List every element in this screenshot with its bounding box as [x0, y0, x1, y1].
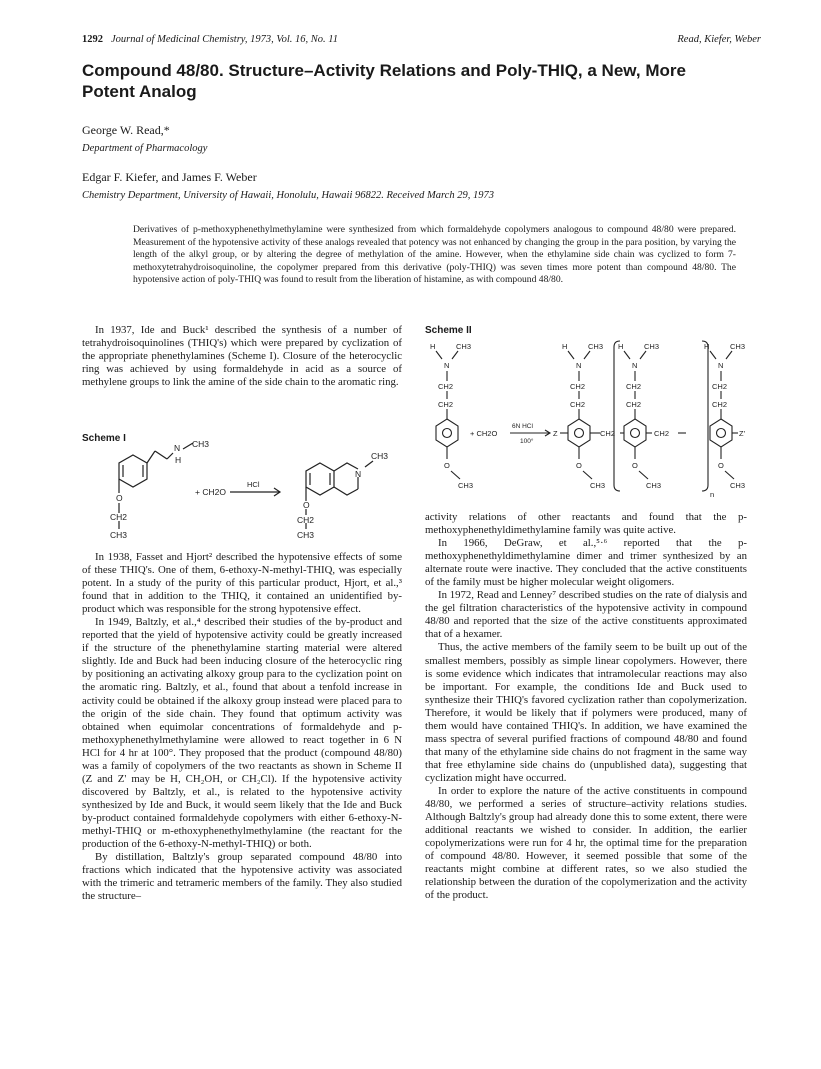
scheme-1-product-ch3: CH3	[297, 530, 315, 540]
scheme-2-ch3: CH3	[458, 481, 474, 490]
paragraph: In 1966, DeGraw, et al.,⁵·⁶ reported that the p-methoxyphenethyldimethylamine dimer and trimer synthesized by an alternate route were inactive. They concluded that the active constituents of the family must be higher molecular weight oligomers.	[425, 537, 747, 589]
scheme-1-amine-h: H	[175, 455, 182, 465]
header-left	[82, 34, 338, 45]
paragraph: In 1972, Read and Lenney⁷ described studies on the rate of dialysis and the gel filtration characteristics of the hypotensive activity in compound 48/80 and reported that the size of the active constituents approximated that of a hexamer.	[425, 589, 747, 641]
scheme-2-ch3: CH3	[730, 342, 746, 351]
scheme-1-ch3: CH3	[110, 530, 128, 540]
abstract: Derivatives of p-methoxyphenethylmethylamine were synthesized from which formaldehyde copolymers analogous to compound 48/80 were prepared. Measurement of the hypotensive activity of these analogs revealed that potency was not enhanced by changing the group in the para position, by varying the length of the alkyl group, or by altering the degree of methylation of the amine. However, when the ethylamine side chain was cyclized to form 7-methoxytetrahydroisoquinoline, the copolymer prepared from this derivative (poly-THIQ) was seven times more potent than compound 48/80. The hypotensive action of poly-THIQ was found to result from the liberation of histamine, as with compound 48/80.	[133, 224, 736, 286]
scheme-2-ch2: CH2	[626, 400, 642, 409]
scheme-2-ch3: CH3	[588, 342, 604, 351]
scheme-1-ch2: CH2	[110, 512, 128, 522]
scheme-2-z: Z	[553, 429, 558, 438]
scheme-1-product-methyl: CH3	[371, 451, 389, 461]
running-authors: Read, Kiefer, Weber	[677, 34, 761, 45]
paragraph: Thus, the active members of the family seem to be built up out of the smallest members, possibly as simple linear copolymers. However, there is some evidence which indicates that intramolecular reactions may also be important. For example, the conditions Ide and Buck used to synthesize their THIQ's favored cyclization rather than copolymerization. Therefore, it would be likely that if polymers were produced, many of them would have contained THIQ's. In addition, we have examined the mass spectra of several purified fractions of compound 48/80 and found that many of the ethylamine side chains do not fragment in the same way that free ethylamine side chains do (unpublished data), suggesting that cyclization might have occurred.	[425, 641, 747, 784]
scheme-2-o: O	[718, 461, 724, 470]
running-header	[82, 34, 761, 48]
scheme-2-n-subscript: n	[710, 490, 715, 499]
scheme-1-product-n: N	[355, 469, 362, 479]
paragraph: In 1937, Ide and Buck¹ described the synthesis of a number of tetrahydroisoquinolines (THIQ's) which were prepared by cyclization of the appropriate phenethylamines (Scheme I). Closure of the heterocyclic ring was achieved by using formaldehyde in acid as a source of methylene groups to link the amine of the side chain to the aromatic ring.	[82, 324, 402, 389]
paragraph: In 1949, Baltzly, et al.,⁴ described their studies of the by-product and reported that the yield of hypotensive activity could be greatly increased if the structure of the phenethylamine starting material were altered slightly. Ide and Buck had been inducing closure of the heterocyclic ring by positioning an activating alkoxy group para to the cyclization point on the aromatic ring. Baltzly, et al., found that about a tenfold increase in activity could be obtained if the alkoxy group instead were placed para to the origin of the side chain. They found that optimum activity was obtained when equimolar concentrations of formaldehyde and p-methoxyphenethylmethylamine were allowed to react together in 6 N HCl for 4 hr at 100°. They proposed that the product (compound 48/80) was a family of copolymers of the two reactants as shown in Scheme II (Z and Z' may be H, CH₂OH, or CH₂Cl). If the hypotensive activity discovered by Baltzly, et al., is related to the hypotensive activity synthesized by Ide and Buck, it would seem likely that the Ide and Buck by-product contained formaldehyde copolymers with either 6-ethoxy-N-methyl-THIQ or m-ethoxyphenethylmethylamine (the reactant for the production of the 6-ethoxy-N-methyl-THIQ) or both.	[82, 616, 402, 851]
scheme-2-ch2: CH2	[712, 382, 728, 391]
scheme-2-ch2: CH2	[600, 429, 616, 438]
scheme-2-ch3: CH3	[730, 481, 746, 490]
paragraph: In order to explore the nature of the active constituents in compound 48/80, we performed a series of structure–activity relations studies. Although Baltzly's group had already done this to some extent, there were additional reactants we wished to consider. In addition, the earlier copolymerizations were run for 4 hr, the optimal time for the preparation of compound 48/80. However, it seemed possible that some of the reactants might combine at different rates, so we also studied the relationship between the duration of the copolymerization and the activity of the product.	[425, 784, 747, 902]
page-number: 1292	[82, 34, 103, 45]
journal-citation: Journal of Medicinal Chemistry, 1973, Vol. 16, No. 11	[111, 34, 339, 45]
scheme-2-diagram	[420, 335, 750, 505]
scheme-1-product-ch2: CH2	[297, 515, 315, 525]
scheme-2-ch3: CH3	[646, 481, 662, 490]
scheme-2-h: H	[430, 342, 436, 351]
scheme-2-o: O	[632, 461, 638, 470]
scheme-1-arrow-label: HCl	[247, 480, 260, 489]
scheme-2-n: N	[444, 361, 450, 370]
scheme-2-ch3: CH3	[644, 342, 660, 351]
article-title: Compound 48/80. Structure–Activity Relations and Poly-THIQ, a New, More Potent Analog	[82, 61, 686, 101]
author-1: George W. Read,*	[82, 123, 170, 137]
scheme-2-reagent: + CH2O	[470, 429, 498, 438]
scheme-2-h: H	[704, 342, 710, 351]
scheme-2-o: O	[576, 461, 582, 470]
scheme-1-oxygen: O	[116, 493, 123, 503]
scheme-2-ch2: CH2	[570, 382, 586, 391]
scheme-2-ch3: CH3	[590, 481, 606, 490]
scheme-2-arrow-bottom: 100°	[520, 438, 534, 445]
scheme-2-ch2: CH2	[626, 382, 642, 391]
scheme-1-product-oxygen: O	[303, 500, 310, 510]
scheme-2-arrow-top: 6N HCl	[512, 423, 533, 430]
scheme-2-ch2: CH2	[712, 400, 728, 409]
column-1-top	[82, 324, 402, 389]
scheme-2-ch3: CH3	[456, 342, 472, 351]
scheme-2-n: N	[632, 361, 638, 370]
scheme-1-methyl: CH3	[192, 439, 210, 449]
scheme-1-diagram	[95, 435, 395, 550]
scheme-2-n: N	[576, 361, 582, 370]
scheme-1-amine-n: N	[174, 443, 181, 453]
scheme-1-reagent: + CH2O	[195, 487, 226, 497]
paragraph: In 1938, Fasset and Hjort² described the hypotensive effects of some of these THIQ's. One of them, 6-ethoxy-N-methyl-THIQ, was especially potent. In a study of the purity of this particular product, Hjort, et al.,³ found that in addition to the THIQ, it contained an unidentified by-product which was responsible for the strong hypotensive effect.	[82, 551, 402, 616]
paragraph: activity relations of other reactants and found that the p-methoxyphenethyldimethylamine family was quite active.	[425, 511, 747, 537]
scheme-2-ch2: CH2	[654, 429, 670, 438]
affiliation-1: Department of Pharmacology	[82, 143, 208, 154]
scheme-2-h: H	[562, 342, 568, 351]
paragraph: By distillation, Baltzly's group separated compound 48/80 into fractions which indicated that the hypotensive activity was associated with the trimeric and tetrameric members of the family. They also studied the structure–	[82, 851, 402, 903]
scheme-2-ch2: CH2	[438, 382, 454, 391]
column-2	[425, 511, 747, 902]
affiliation-2: Chemistry Department, University of Hawaii, Honolulu, Hawaii 96822. Received March 29, 1973	[82, 190, 494, 201]
scheme-2-n: N	[718, 361, 724, 370]
scheme-2-ch2: CH2	[570, 400, 586, 409]
scheme-1-label: Scheme I	[82, 433, 126, 444]
scheme-2-label: Scheme II	[425, 325, 472, 336]
scheme-2-o: O	[444, 461, 450, 470]
scheme-2-z-prime: Z'	[739, 429, 746, 438]
scheme-2-h: H	[618, 342, 624, 351]
author-2: Edgar F. Kiefer, and James F. Weber	[82, 170, 257, 184]
column-1-bottom	[82, 551, 402, 903]
scheme-2-ch2: CH2	[438, 400, 454, 409]
